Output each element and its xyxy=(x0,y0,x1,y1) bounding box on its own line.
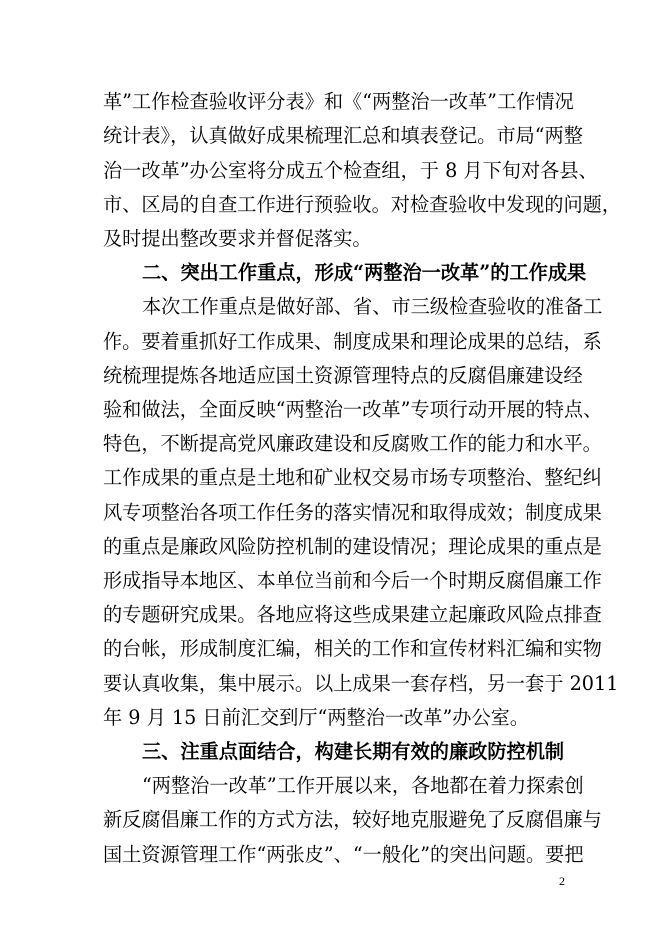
body-line: 革”工作检查验收评分表》和《“两整治一改革”工作情况 xyxy=(103,90,574,113)
paragraph-start: 本次工作重点是做好部、省、市三级检查验收的准备工 xyxy=(142,295,603,318)
body-line: 统计表》，认真做好成果梳理汇总和填表登记。市局“两整 xyxy=(103,124,583,147)
page-number: 2 xyxy=(559,874,565,888)
body-line: 治一改革”办公室将分成五个检查组，于 8 月下旬对各县、 xyxy=(103,159,598,182)
body-line: 市、区局的自查工作进行预验收。对检查验收中发现的问题， xyxy=(103,193,622,216)
body-line: 年 9 月 15 日前汇交到厅“两整治一改革”办公室。 xyxy=(103,706,530,729)
body-line: 的台帐，形成制度汇编，相关的工作和宣传材料汇编和实物 xyxy=(103,637,602,660)
body-line: 的专题研究成果。各地应将这些成果建立起廉政风险点排查 xyxy=(103,603,602,626)
body-line: 及时提出整改要求并督促落实。 xyxy=(103,227,372,250)
body-line: 国土资源管理工作“两张皮”、“一般化”的突出问题。要把 xyxy=(103,843,584,866)
body-line: 要认真收集，集中展示。以上成果一套存档，另一套于 2011 xyxy=(103,672,619,695)
paragraph-start: “两整治一改革”工作开展以来，各地都在着力探索创 xyxy=(142,774,584,797)
body-line: 验和做法，全面反映“两整治一改革”专项行动开展的特点、 xyxy=(103,398,603,421)
body-line: 作。要着重抓好工作成果、制度成果和理论成果的总结，系 xyxy=(103,330,602,353)
body-line: 统梳理提炼各地适应国土资源管理特点的反腐倡廉建设经 xyxy=(103,364,583,387)
section-heading-3: 三、注重点面结合，构建长期有效的廉政防控机制 xyxy=(142,740,565,763)
body-line: 风专项整治各项工作任务的落实情况和取得成效；制度成果 xyxy=(103,501,602,524)
body-line: 工作成果的重点是土地和矿业权交易市场专项整治、整纪纠 xyxy=(103,466,602,489)
body-line: 特色，不断提高党风廉政建设和反腐败工作的能力和水平。 xyxy=(103,432,602,455)
body-line: 新反腐倡廉工作的方式方法，较好地克服避免了反腐倡廉与 xyxy=(103,808,602,831)
body-line: 形成指导本地区、本单位当前和今后一个时期反腐倡廉工作 xyxy=(103,569,602,592)
body-line: 的重点是廉政风险防控机制的建设情况；理论成果的重点是 xyxy=(103,535,602,558)
section-heading-2: 二、突出工作重点，形成“两整治一改革”的工作成果 xyxy=(142,261,587,284)
